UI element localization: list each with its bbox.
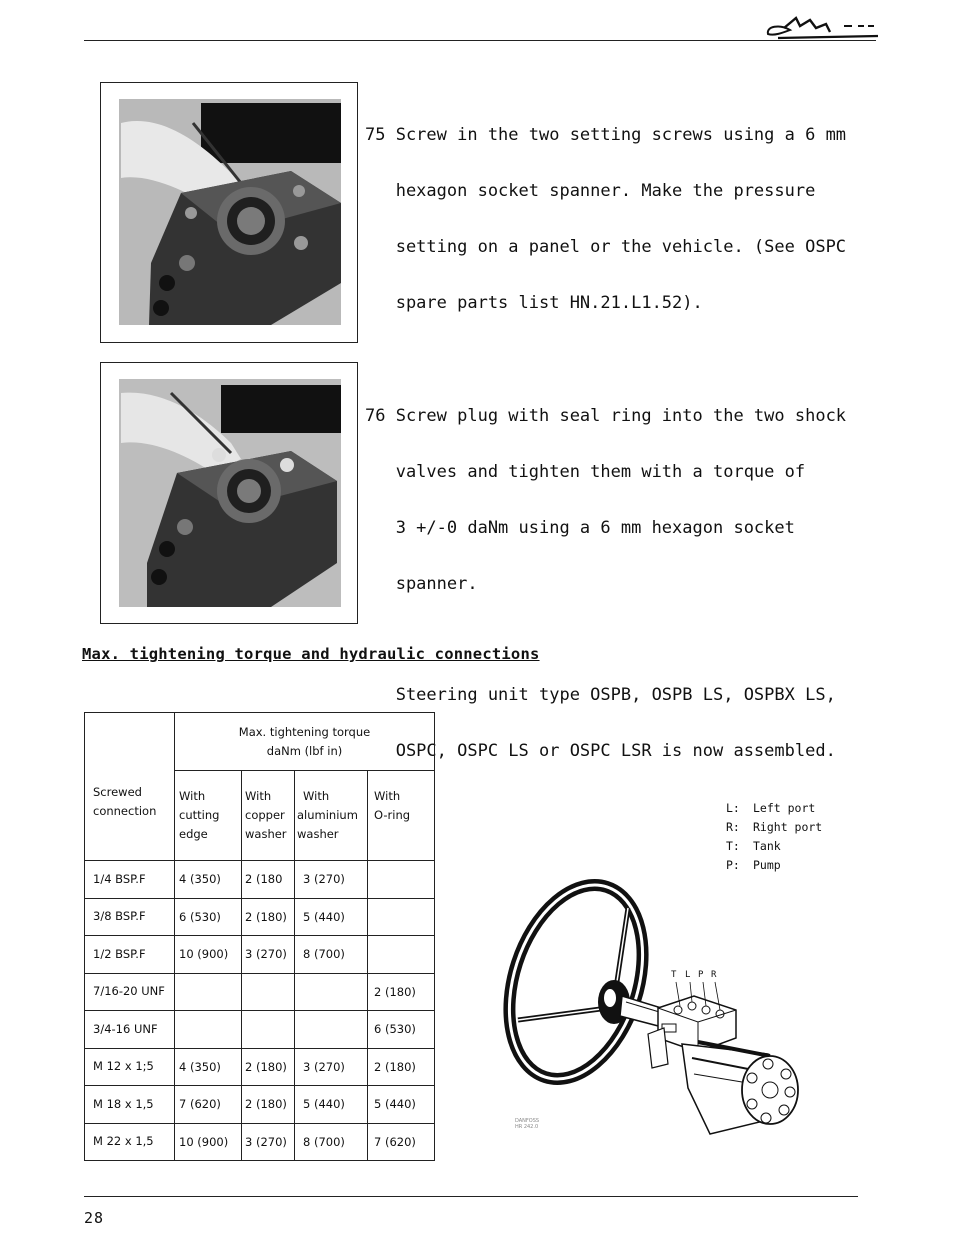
legend-key: T: bbox=[726, 839, 740, 853]
legend-key: P: bbox=[726, 858, 740, 872]
connection-cell: M 22 x 1,5 bbox=[85, 1123, 175, 1161]
torque-cell: 4 (350) bbox=[175, 1048, 242, 1086]
torque-cell bbox=[175, 1011, 242, 1049]
step-75-line: hexagon socket spanner. Make the pressure bbox=[365, 180, 816, 201]
torque-cell bbox=[242, 973, 295, 1011]
torque-cell: 3 (270) bbox=[295, 861, 368, 899]
step-75-line: spare parts list HN.21.L1.52). bbox=[365, 292, 703, 313]
column-header-aluminium bbox=[295, 771, 368, 861]
connection-cell: 3/8 BSP.F bbox=[85, 898, 175, 936]
torque-cell: 4 (350) bbox=[175, 861, 242, 899]
step-76-text bbox=[365, 370, 846, 779]
torque-cell: 10 (900) bbox=[175, 1123, 242, 1161]
table-row bbox=[85, 1086, 435, 1124]
connection-cell: M 18 x 1,5 bbox=[85, 1086, 175, 1124]
step-76-line: 76 Screw plug with seal ring into the two shock bbox=[365, 406, 847, 427]
torque-cell: 5 (440) bbox=[295, 898, 368, 936]
section-heading: Max. tightening torque and hydraulic connections bbox=[82, 645, 540, 663]
figure-reference bbox=[515, 1118, 539, 1130]
torque-cell bbox=[295, 1011, 368, 1049]
torque-cell: 2 (180) bbox=[242, 1048, 295, 1086]
header-text: washer bbox=[245, 827, 287, 841]
table-row bbox=[85, 1048, 435, 1086]
legend-item bbox=[726, 837, 822, 856]
column-header-oring bbox=[368, 771, 435, 861]
connection-cell: 3/4-16 UNF bbox=[85, 1011, 175, 1049]
table-row bbox=[85, 861, 435, 899]
screwed-connection-header bbox=[85, 713, 175, 861]
step-75-line: 75 Screw in the two setting screws using a 6 mm bbox=[365, 125, 847, 146]
steering-wheel-diagram-icon bbox=[498, 878, 808, 1140]
torque-table bbox=[84, 712, 435, 1161]
step-75-line: setting on a panel or the vehicle. (See OSPC bbox=[365, 236, 847, 257]
legend-label: Right port bbox=[753, 820, 823, 834]
header-text: washer bbox=[297, 827, 339, 841]
legend-key: R: bbox=[726, 820, 740, 834]
table-row bbox=[85, 1123, 435, 1161]
step-75-text bbox=[365, 89, 846, 331]
legend-item bbox=[726, 799, 822, 818]
step-76-line: 3 +/-0 daNm using a 6 mm hexagon socket bbox=[365, 517, 795, 538]
torque-cell: 7 (620) bbox=[175, 1086, 242, 1124]
column-header-cutting bbox=[175, 771, 242, 861]
torque-cell: 2 (180) bbox=[368, 973, 435, 1011]
header-text: With bbox=[245, 789, 272, 803]
footer-rule bbox=[84, 1196, 858, 1197]
torque-cell: 2 (180) bbox=[368, 1048, 435, 1086]
torque-cell: 7 (620) bbox=[368, 1123, 435, 1161]
legend-label: Pump bbox=[753, 858, 781, 872]
step-76-line: valves and tighten them with a torque of bbox=[365, 461, 806, 482]
torque-title-header bbox=[175, 713, 435, 771]
header-text: With bbox=[374, 789, 401, 803]
torque-cell: 2 (180 bbox=[242, 861, 295, 899]
table-row bbox=[85, 898, 435, 936]
brand-logo bbox=[760, 6, 882, 40]
legend-key: L: bbox=[726, 801, 740, 815]
torque-cell: 3 (270) bbox=[295, 1048, 368, 1086]
port-letter: T bbox=[671, 970, 677, 980]
torque-cell: 10 (900) bbox=[175, 936, 242, 974]
torque-cell bbox=[175, 973, 242, 1011]
torque-cell: 2 (180) bbox=[242, 1086, 295, 1124]
steering-diagram bbox=[498, 878, 808, 1140]
step-76-line: OSPC, OSPC LS or OSPC LSR is now assembled. bbox=[365, 740, 836, 761]
legend-label: Tank bbox=[753, 839, 781, 853]
legend-item bbox=[726, 856, 822, 875]
table-header-row bbox=[85, 713, 435, 771]
torque-cell bbox=[368, 936, 435, 974]
steering-unit-photo-icon bbox=[101, 363, 357, 623]
connection-cell: 7/16-20 UNF bbox=[85, 973, 175, 1011]
reference-text: HR 242.0 bbox=[515, 1124, 539, 1130]
torque-cell: 2 (180) bbox=[242, 898, 295, 936]
step-76-line: Steering unit type OSPB, OSPB LS, OSPBX LS, bbox=[365, 685, 836, 706]
table-row bbox=[85, 973, 435, 1011]
torque-cell bbox=[368, 861, 435, 899]
torque-cell: 3 (270) bbox=[242, 936, 295, 974]
port-letter: L bbox=[685, 970, 691, 980]
header-text: aluminium bbox=[297, 808, 358, 822]
header-text: Max. tightening torque bbox=[238, 724, 371, 739]
legend-item bbox=[726, 818, 822, 837]
page-number: 28 bbox=[84, 1209, 105, 1227]
steering-unit-photo-icon bbox=[101, 83, 357, 342]
header-text: copper bbox=[245, 808, 285, 822]
header-text: With bbox=[179, 789, 206, 803]
step-76-line: spanner. bbox=[365, 573, 478, 594]
torque-cell: 6 (530) bbox=[175, 898, 242, 936]
header-text: With bbox=[303, 789, 330, 803]
torque-cell: 3 (270) bbox=[242, 1123, 295, 1161]
photo-step-76 bbox=[100, 362, 358, 624]
header-text: edge bbox=[179, 827, 208, 841]
header-text: cutting bbox=[179, 808, 220, 822]
torque-cell: 6 (530) bbox=[368, 1011, 435, 1049]
legend-label: Left port bbox=[753, 801, 816, 815]
reference-text: DANFOSS bbox=[515, 1118, 540, 1124]
torque-cell bbox=[368, 898, 435, 936]
torque-cell: 8 (700) bbox=[295, 936, 368, 974]
connection-cell: M 12 x 1;5 bbox=[85, 1048, 175, 1086]
danfoss-logo-icon bbox=[760, 6, 882, 40]
header-text: daNm (lbf in) bbox=[266, 743, 343, 758]
photo-step-75 bbox=[100, 82, 358, 343]
header-text: Screwed bbox=[93, 784, 142, 799]
connection-cell: 1/4 BSP.F bbox=[85, 861, 175, 899]
torque-cell: 5 (440) bbox=[368, 1086, 435, 1124]
torque-cell bbox=[242, 1011, 295, 1049]
header-text: connection bbox=[93, 803, 157, 818]
table-row bbox=[85, 936, 435, 974]
port-letter: R bbox=[711, 970, 717, 980]
torque-cell: 8 (700) bbox=[295, 1123, 368, 1161]
port-letter: P bbox=[698, 970, 704, 980]
port-legend bbox=[726, 799, 822, 875]
column-header-copper bbox=[242, 771, 295, 861]
table-row bbox=[85, 1011, 435, 1049]
header-rule bbox=[84, 40, 876, 41]
header-text: O-ring bbox=[374, 808, 411, 822]
torque-cell: 5 (440) bbox=[295, 1086, 368, 1124]
torque-cell bbox=[295, 973, 368, 1011]
connection-cell: 1/2 BSP.F bbox=[85, 936, 175, 974]
